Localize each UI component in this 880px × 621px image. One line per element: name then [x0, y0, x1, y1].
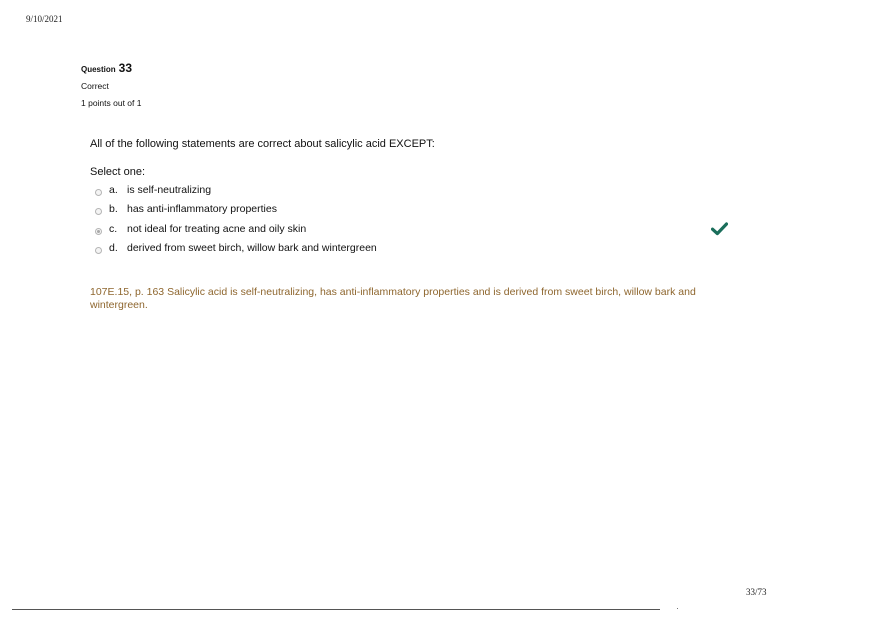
check-icon	[711, 222, 728, 236]
answer-letter: c.	[109, 222, 118, 235]
print-date: 9/10/2021	[26, 14, 63, 24]
answer-option-d[interactable]	[95, 239, 377, 259]
radio-button[interactable]	[95, 247, 102, 254]
radio-button[interactable]	[95, 208, 102, 215]
answer-text: has anti-inflammatory properties	[127, 203, 277, 216]
question-info	[81, 61, 142, 108]
footer-dot	[677, 608, 678, 609]
select-prompt: Select one:	[90, 166, 146, 178]
general-feedback: 107E.15, p. 163 Salicylic acid is self-neutralizing, has anti-inflammatory properties and is derived from sweet birch, willow bark and wintergreen.	[90, 286, 696, 311]
page-number: 33/73	[746, 587, 767, 597]
radio-button-selected[interactable]	[95, 228, 102, 235]
answer-option-b[interactable]	[95, 200, 377, 220]
question-label: Question	[81, 65, 116, 74]
answer-list	[95, 180, 377, 258]
footer-divider	[12, 609, 660, 610]
answer-text: not ideal for treating acne and oily skin	[127, 222, 307, 235]
question-text: All of the following statements are correct about salicylic acid EXCEPT:	[90, 138, 435, 150]
question-grade: 1 points out of 1	[81, 98, 142, 108]
question-title	[81, 61, 142, 75]
answer-text: is self-neutralizing	[127, 183, 212, 196]
answer-option-a[interactable]	[95, 180, 377, 200]
question-number: 33	[118, 61, 133, 75]
answer-option-c[interactable]	[95, 219, 377, 239]
answer-letter: b.	[109, 203, 118, 216]
question-state: Correct	[81, 81, 109, 91]
answer-letter: d.	[109, 242, 118, 255]
answer-letter: a.	[109, 183, 118, 196]
answer-text: derived from sweet birch, willow bark and wintergreen	[127, 242, 377, 255]
radio-button[interactable]	[95, 189, 102, 196]
